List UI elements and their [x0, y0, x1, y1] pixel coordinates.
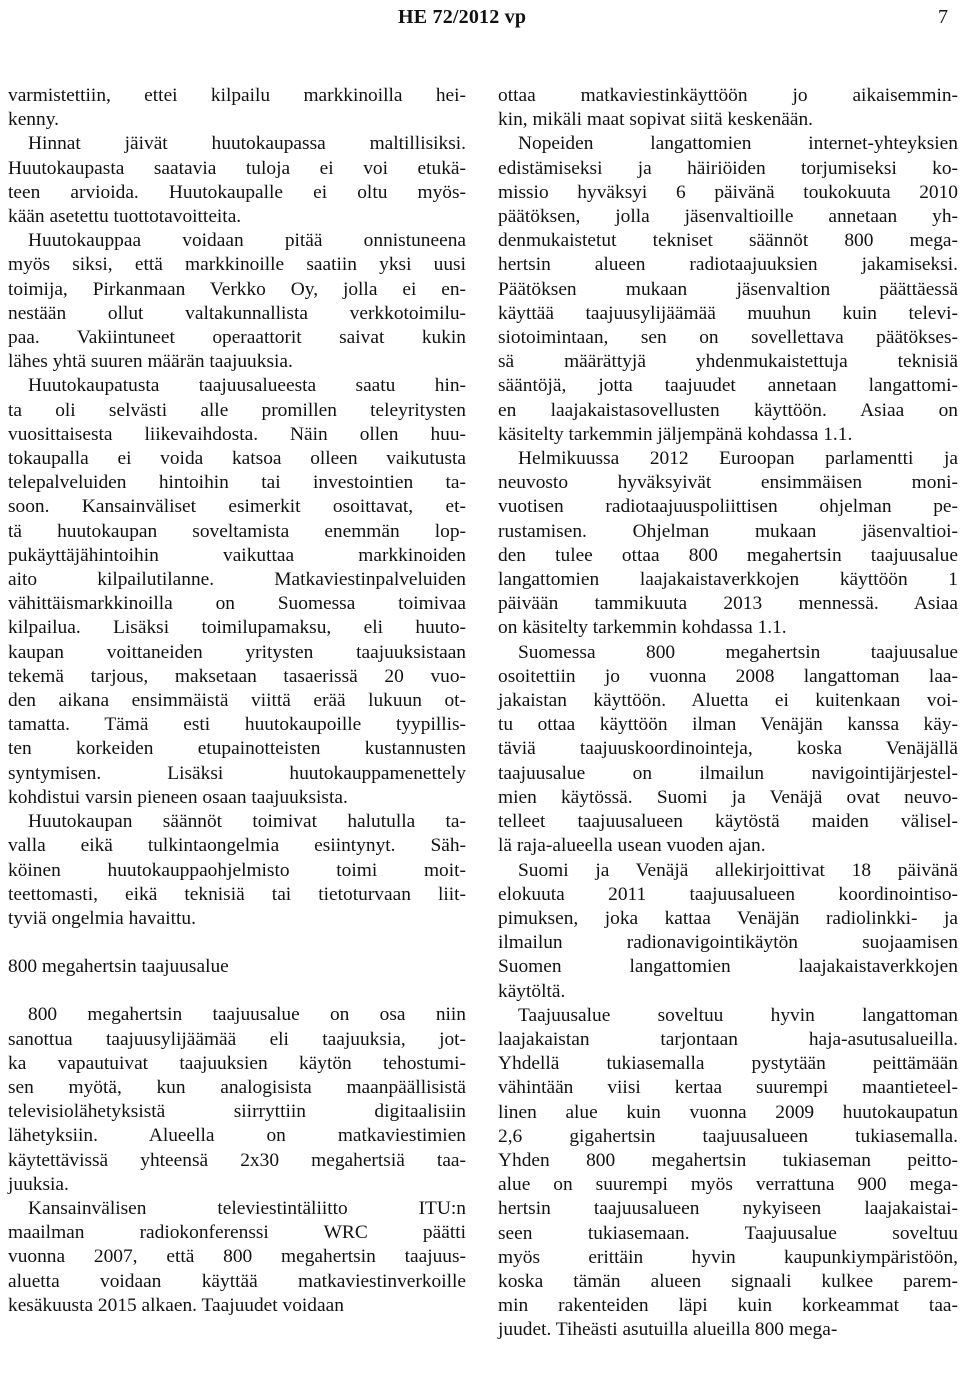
text-line: vähintään viisi kertaa suurempi maantieteel- [498, 1077, 958, 1099]
text-line: sääntöjä, jotta taajuudet annetaan langattomi- [498, 375, 958, 397]
text-line: käytettävissä yhteensä 2x30 megahertsiä taa- [8, 1149, 466, 1171]
text-line: paa. Vakiintuneet operaattorit saivat kukin [8, 327, 466, 349]
text-line: lä raja-alueella usean vuoden ajan. [498, 835, 766, 857]
text-line: Huutokauppaa voidaan pitää onnistuneena [28, 230, 466, 252]
text-line: kilpailua. Lisäksi toimilupamaksu, eli huuto- [8, 617, 466, 639]
text-line: neuvosto hyväksyivät ensimmäisen moni- [498, 472, 958, 494]
text-line: vuosittaisesta liikevaihdosta. Näin ollen huu- [8, 423, 466, 445]
paragraph [498, 1004, 958, 1343]
text-line: tekemä tarjous, maksetaan tasaerissä 20 vuo- [8, 665, 466, 687]
text-line: langattomien laajakaistaverkkojen käyttöön 1 [498, 569, 958, 591]
paragraph [8, 374, 466, 810]
text-line: tä huutokaupan soveltamista enemmän lop- [8, 520, 466, 542]
text-line: jakaistan käyttöön. Aluetta ei kuitenkaan voi- [498, 690, 958, 712]
text-line: Helmikuussa 2012 Euroopan parlamentti ja [518, 448, 958, 470]
text-line: Hinnat jäivät huutokaupassa maltillisiksi. [28, 133, 466, 155]
text-line: hertsin taajuusalueen nykyiseen laajakaistai- [498, 1198, 958, 1220]
text-line: rustamisen. Ohjelman mukaan jäsenvaltioi- [498, 520, 958, 542]
left-column [8, 84, 466, 1318]
text-line: Suomi ja Venäjä allekirjoittivat 18 päivänä [518, 859, 958, 881]
text-line: alue on suurempi myös verrattuna 900 mega- [498, 1174, 958, 1196]
text-line: missio hyväksyi 6 päivänä toukokuuta 2010 [498, 181, 958, 203]
text-line: den aikana ensimmäistä viittä erää lukuun ot- [8, 690, 466, 712]
text-line: käsitelty tarkemmin jäljempänä kohdassa 1.1. [498, 423, 853, 445]
text-line: käytöltä. [498, 980, 566, 1002]
text-line: tamatta. Tämä esti huutokaupoille tyypillis- [8, 714, 466, 736]
text-line: vuotisen radiotaajuuspoliittisen ohjelman pe- [498, 496, 958, 518]
text-line: käyttää taajuusylijäämää muuhun kuin televi- [498, 302, 958, 324]
text-line: Suomen langattomien laajakaistaverkkojen [498, 956, 958, 978]
text-line: ka vapautuivat taajuuksien käytön tehostumi- [8, 1052, 466, 1074]
paragraph [498, 859, 958, 1004]
paragraph [498, 132, 958, 447]
text-line: päivään tammikuuta 2013 mennessä. Asiaa [498, 593, 958, 615]
text-line: Yhdellä tukiasemalla pystytään peittämään [498, 1053, 958, 1075]
text-line: sen myötä, kun analogisista maanpäällisistä [8, 1076, 466, 1098]
text-line: elokuuta 2011 taajuusalueen koordinointiso- [498, 883, 958, 905]
paragraph [8, 84, 466, 132]
text-line: denmukaistetut tekniset säännöt 800 mega- [498, 230, 958, 252]
paragraph [498, 641, 958, 859]
text-line: lähes yhtä suuren määrän taajuuksia. [8, 351, 293, 373]
paragraph [8, 810, 466, 931]
text-line: kaupan voittaneiden yritysten taajuuksistaan [8, 641, 466, 663]
text-line: sä määrättyjä yhdenmukaistettuja teknisiä [498, 351, 958, 373]
text-line: myös siksi, että markkinoille saatiin yksi uusi [8, 254, 466, 276]
text-line: ta oli selvästi alle promillen teleyritysten [8, 399, 466, 421]
text-line: Huutokaupatusta taajuusalueesta saatu hin- [28, 375, 466, 397]
right-column [498, 84, 958, 1343]
text-line: edistämiseksi ja häiriöiden torjumiseksi ko- [498, 157, 958, 179]
text-line: toimija, Pirkanmaan Verkko Oy, jolla ei en- [8, 278, 466, 300]
text-line: on käsitelty tarkemmin kohdassa 1.1. [498, 617, 787, 639]
document-header-title: HE 72/2012 vp [398, 6, 527, 28]
paragraph [8, 1003, 466, 1197]
text-line: teen arvioida. Huutokaupalle ei oltu myös- [8, 181, 466, 203]
text-line: pukäyttäjähintoihin vaikuttaa markkinoiden [8, 544, 466, 566]
text-line: vähittäismarkkinoilla on Suomessa toimivaa [8, 593, 466, 615]
text-line: kesäkuusta 2015 alkaen. Taajuudet voidaan [8, 1294, 344, 1316]
text-line: sanottua taajuusylijäämää eli taajuuksia, jot- [8, 1028, 466, 1050]
text-line: pimuksen, joka kattaa Venäjän radiolinkki- ja [498, 907, 958, 929]
text-line: myös erittäin hyvin kaupunkiympäristöön, [498, 1246, 958, 1268]
text-line: 2,6 gigahertsin taajuusalueen tukiasemalla. [498, 1125, 958, 1147]
text-line: täviä taajuuskoordinointeja, koska Venäjällä [498, 738, 958, 760]
text-line: kohdistui varsin pieneen osaan taajuuksista. [8, 786, 348, 808]
text-line: lähetyksiin. Alueella on matkaviestimien [8, 1125, 466, 1147]
text-line: varmistettiin, ettei kilpailu markkinoilla hei- [8, 85, 466, 106]
paragraph [498, 84, 958, 132]
text-line: 800 megahertsin taajuusalue on osa niin [28, 1004, 466, 1026]
text-line: hertsin alueen radiotaajuuksien jakamiseksi. [498, 254, 958, 276]
text-line: telepalveluiden hintoihin tai investointien ta- [8, 472, 466, 494]
text-line: min rakenteiden läpi kuin korkeammat taa- [498, 1295, 958, 1317]
text-line: televisiolähetyksistä siirryttiin digitaalisiin [8, 1101, 466, 1123]
text-line: kään asetettu tuottotavoitteita. [8, 206, 242, 228]
text-line: ilmailun radionavigointikäytön suojaamisen [498, 932, 958, 954]
text-line: juudet. Tiheästi asutuilla alueilla 800 mega- [498, 1319, 838, 1341]
text-line: aito kilpailutilanne. Matkaviestinpalveluiden [8, 569, 466, 591]
text-line: seen tukiasemaan. Taajuusalue soveltuu [498, 1222, 958, 1244]
text-line: en laajakaistasovellusten käyttöön. Asiaa on [498, 399, 958, 421]
text-line: Nopeiden langattomien internet-yhteyksien [518, 133, 958, 155]
page-number: 7 [938, 6, 948, 28]
text-line: päätöksen, jolla jäsenvaltioille annetaan yh- [498, 206, 958, 228]
text-line: den tulee ottaa 800 megahertsin taajuusalue [498, 544, 958, 566]
text-line: koska tämän alueen signaali kulkee parem- [498, 1270, 958, 1292]
text-line: teettomasti, eikä teknisiä tai tietoturvaan liit- [8, 883, 466, 905]
text-line: ten korkeiden etupainotteisten kustannusten [8, 738, 466, 760]
text-line: laajakaistan tarjontaan haja-asutusalueilla. [498, 1028, 958, 1050]
text-line: Suomessa 800 megahertsin taajuusalue [518, 641, 958, 663]
text-line: linen alue kuin vuonna 2009 huutokaupatun [498, 1101, 958, 1123]
text-line: siotoimintaan, sen on sovellettava päätökses- [498, 327, 958, 349]
text-line: köinen huutokauppaohjelmisto toimi moit- [8, 859, 466, 881]
text-line: juuksia. [8, 1173, 69, 1195]
paragraph [8, 229, 466, 374]
text-line: ottaa matkaviestinkäyttöön jo aikaisemmin- [498, 85, 958, 106]
text-line: maailman radiokonferenssi WRC päätti [8, 1222, 466, 1244]
text-line: syntymisen. Lisäksi huutokauppamenettely [8, 762, 466, 784]
text-line: telleet taajuusalueen käytöstä maiden välisel- [498, 811, 958, 833]
text-line: mien käytössä. Suomi ja Venäjä ovat neuvo- [498, 786, 958, 808]
paragraph [498, 447, 958, 641]
text-line: taajuusalue on ilmailun navigointijärjestel- [498, 762, 958, 784]
section-heading: 800 megahertsin taajuusalue [8, 956, 229, 978]
text-line: nestään ollut valtakunnallista verkkotoimilu- [8, 302, 466, 324]
text-line: kenny. [8, 109, 59, 131]
text-line: Huutokaupasta saatavia tuloja ei voi etukä- [8, 157, 466, 179]
text-line: valla eikä tulkintaongelmia esiintynyt. Säh- [8, 835, 466, 857]
text-line: Huutokaupan säännöt toimivat halutulla ta- [28, 811, 466, 833]
text-line: tu ottaa käyttöön ilman Venäjän kanssa käy- [498, 714, 958, 736]
paragraph [8, 1197, 466, 1318]
text-line: Kansainvälisen televiestintäliitto ITU:n [28, 1197, 466, 1219]
text-line: soon. Kansainväliset esimerkit osoittavat, et- [8, 496, 466, 518]
text-line: osoitettiin jo vuonna 2008 langattoman laa- [498, 665, 958, 687]
text-line: Yhden 800 megahertsin tukiaseman peitto- [498, 1149, 958, 1171]
text-line: Taajuusalue soveltuu hyvin langattoman [518, 1004, 958, 1026]
text-line: tokaupalla ei voida katsoa olleen vaikutusta [8, 448, 466, 470]
text-line: vuonna 2007, että 800 megahertsin taajuus- [8, 1246, 466, 1268]
text-line: Päätöksen mukaan jäsenvaltion päättäessä [498, 278, 958, 300]
text-line: kin, mikäli maat sopivat siitä keskenään. [498, 109, 814, 131]
paragraph [8, 132, 466, 229]
text-line: tyviä ongelmia havaittu. [8, 907, 196, 929]
text-line: aluetta voidaan käyttää matkaviestinverkoille [8, 1270, 466, 1292]
